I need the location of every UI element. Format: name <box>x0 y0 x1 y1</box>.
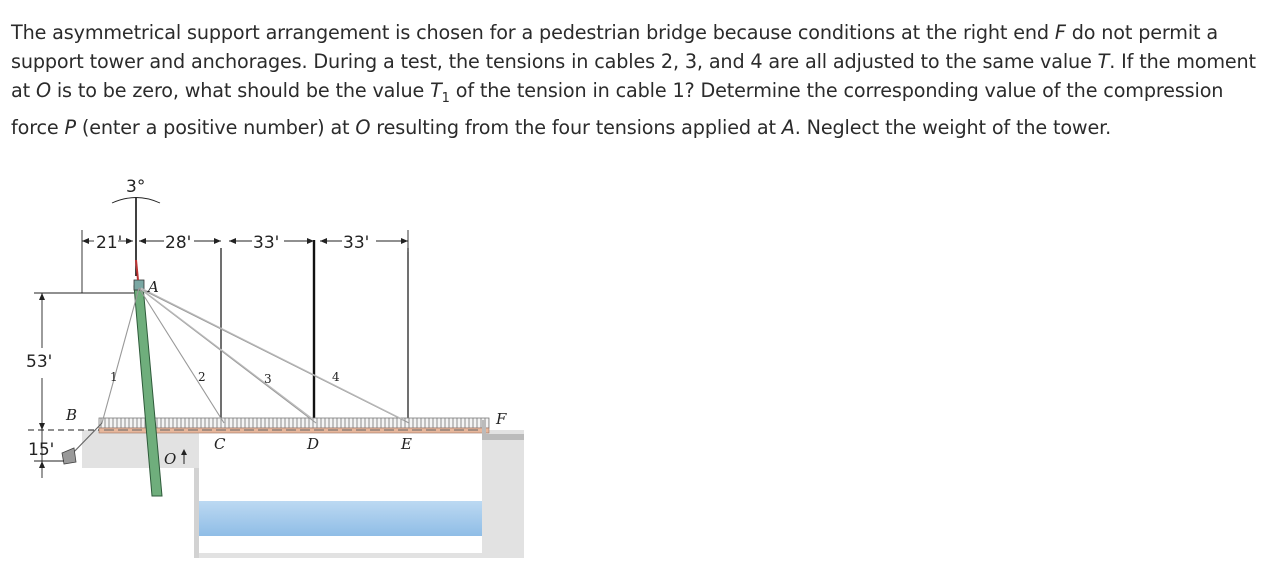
problem-text-2: do not permit a support tower and anchorages. During a test, the tensions in cables 2, 3, and 4 are all adjusted to the same value <box>11 21 1218 73</box>
problem-text-3: . If the moment at <box>11 50 1256 102</box>
cable-3-label: 3 <box>264 372 272 386</box>
var-P: P <box>64 115 76 139</box>
var-T1-subscript: 1 <box>441 90 450 106</box>
problem-statement <box>11 18 1263 142</box>
problem-text-1: The asymmetrical support arrangement is chosen for a pedestrian bridge because conditions at the right end <box>11 21 1055 44</box>
point-B-label: B <box>66 406 78 424</box>
dim-28: 28' <box>165 233 192 253</box>
point-E-label: E <box>401 435 412 453</box>
point-C-label: C <box>214 435 226 453</box>
bridge-diagram <box>24 168 524 560</box>
problem-text-5: of the tension in cable 1? Determine the corresponding value of the compression force <box>11 79 1224 139</box>
point-O-label: O <box>164 450 177 468</box>
point-A-label: A <box>148 278 159 296</box>
var-T1: $T_1$ <box>430 79 450 106</box>
dim-15: 15' <box>28 440 55 460</box>
cable-2-label: 2 <box>198 370 206 384</box>
var-A: A <box>781 115 795 139</box>
dim-53: 53' <box>26 352 53 372</box>
dim-33-b: 33' <box>343 233 370 253</box>
var-T: T <box>1097 50 1110 73</box>
cable-1-label: 1 <box>110 370 118 384</box>
var-O: O <box>35 79 51 102</box>
cable-4-label: 4 <box>332 370 340 384</box>
point-D-label: D <box>307 435 320 453</box>
problem-text-4: is to be zero, what should be the value <box>50 79 431 102</box>
problem-text-7: resulting from the four tensions applied at <box>370 115 782 139</box>
angle-label: 3° <box>126 177 146 197</box>
dim-21: 21' <box>96 233 123 253</box>
dim-33-a: 33' <box>253 233 280 253</box>
point-F-label: F <box>496 410 507 428</box>
var-O-2: O <box>355 115 371 139</box>
var-F: F <box>1054 21 1066 44</box>
water <box>199 501 482 536</box>
problem-text-6: (enter a positive number) at <box>75 115 356 139</box>
problem-text-8: . Neglect the weight of the tower. <box>794 115 1112 139</box>
